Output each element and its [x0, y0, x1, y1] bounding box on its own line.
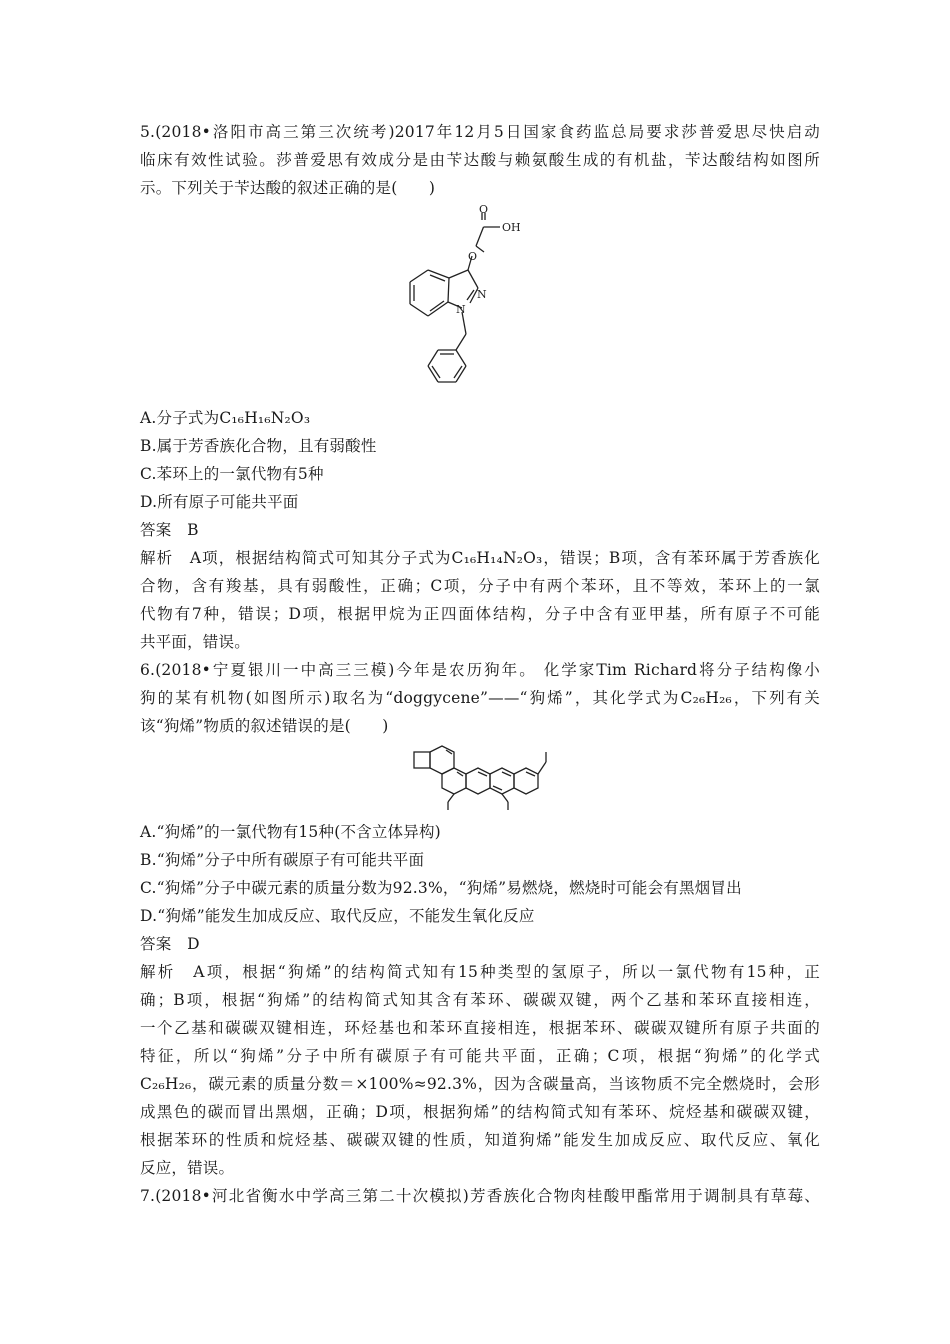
q5-option-b: B.属于芳香族化合物，且有弱酸性: [140, 437, 377, 455]
ether-o-label: O: [468, 250, 478, 263]
q6-analysis-line-7: 根据苯环的性质和烷烃基、碳碳双键的性质，知道狗烯”能发生加成反应、取代反应、氧化: [140, 1131, 820, 1149]
q6-option-a: A.“狗烯”的一氯代物有15种(不含立体异构): [140, 823, 441, 841]
q6-analysis-line-5: C₂₆H₂₆，碳元素的质量分数＝×100%≈92.3%，因为含碳量高，当该物质不完全燃烧时，会形: [140, 1075, 820, 1093]
carbonyl-o-label: O: [479, 204, 489, 216]
q6-analysis-line-4: 特征，所以“狗烯”分子中所有碳原子有可能共平面，正确；C项，根据“狗烯”的化学式: [140, 1047, 820, 1065]
bendazac-structure-figure: [400, 204, 550, 394]
q5-analysis-line-1: 解析 A项，根据结构简式可知其分子式为C₁₆H₁₄N₂O₃，错误；B项，含有苯环属于芳香族化: [140, 549, 820, 567]
q5-analysis-line-3: 代物有7种，错误；D项，根据甲烷为正四面体结构，分子中含有亚甲基，所有原子不可能: [140, 605, 820, 623]
q5-option-a: A.分子式为C₁₆H₁₆N₂O₃: [140, 409, 311, 427]
hydroxyl-label: OH: [502, 221, 521, 234]
q6-option-c: C.“狗烯”分子中碳元素的质量分数为92.3%，“狗烯”易燃烧，燃烧时可能会有黑烟冒出: [140, 879, 742, 897]
ring-n2-label: N: [477, 288, 487, 301]
ring-n1-label: N: [456, 303, 466, 316]
q6-stem-line-1: 6.(2018•宁夏银川一中高三三模)今年是农历狗年。 化学家Tim Richard将分子结构像小: [140, 661, 820, 679]
q6-analysis-line-1: 解析 A项，根据“狗烯”的结构简式知有15种类型的氢原子，所以一氯代物有15种，正: [140, 963, 820, 981]
q5-stem-line-1: 5.(2018•洛阳市高三第三次统考)2017年12月5日国家食药监总局要求莎普爱思尽快启动: [140, 123, 820, 141]
q6-option-d: D.“狗烯”能发生加成反应、取代反应，不能发生氧化反应: [140, 907, 535, 925]
q6-analysis-line-6: 成黑色的碳而冒出黑烟，正确；D项，根据狗烯”的结构简式知有苯环、烷烃基和碳碳双键，: [140, 1103, 820, 1121]
q6-analysis-line-2: 确；B项，根据“狗烯”的结构简式知其含有苯环、碳碳双键，两个乙基和苯环直接相连，: [140, 991, 820, 1009]
q6-analysis-line-3: 一个乙基和碳碳双键相连，环烃基也和苯环直接相连，根据苯环、碳碳双键所有原子共面的: [140, 1019, 820, 1037]
q6-analysis-line-8: 反应，错误。: [140, 1159, 235, 1177]
q5-analysis-line-4: 共平面，错误。: [140, 633, 250, 651]
doggycene-structure-figure: [412, 742, 562, 812]
q6-stem-line-2: 狗的某有机物(如图所示)取名为“doggycene”——“狗烯”，其化学式为C₂₆H₂₆，下列有关: [140, 689, 820, 707]
q5-stem-line-2: 临床有效性试验。莎普爱思有效成分是由苄达酸与赖氨酸生成的有机盐，苄达酸结构如图所: [140, 151, 820, 169]
q5-option-c: C.苯环上的一氯代物有5种: [140, 465, 324, 483]
q7-stem-line-1: 7.(2018•河北省衡水中学高三第二十次模拟)芳香族化合物肉桂酸甲酯常用于调制具有草莓、: [140, 1187, 820, 1205]
q5-analysis-line-2: 合物，含有羧基，具有弱酸性，正确；C项，分子中有两个苯环，且不等效，苯环上的一氯: [140, 577, 820, 595]
q6-stem-line-3: 该“狗烯”物质的叙述错误的是( ): [140, 717, 389, 735]
q5-stem-line-3: 示。下列关于苄达酸的叙述正确的是( ): [140, 179, 436, 197]
q5-option-d: D.所有原子可能共平面: [140, 493, 299, 511]
q6-option-b: B.“狗烯”分子中所有碳原子有可能共平面: [140, 851, 425, 869]
q5-answer: 答案 B: [140, 521, 199, 539]
q6-answer: 答案 D: [140, 935, 200, 953]
